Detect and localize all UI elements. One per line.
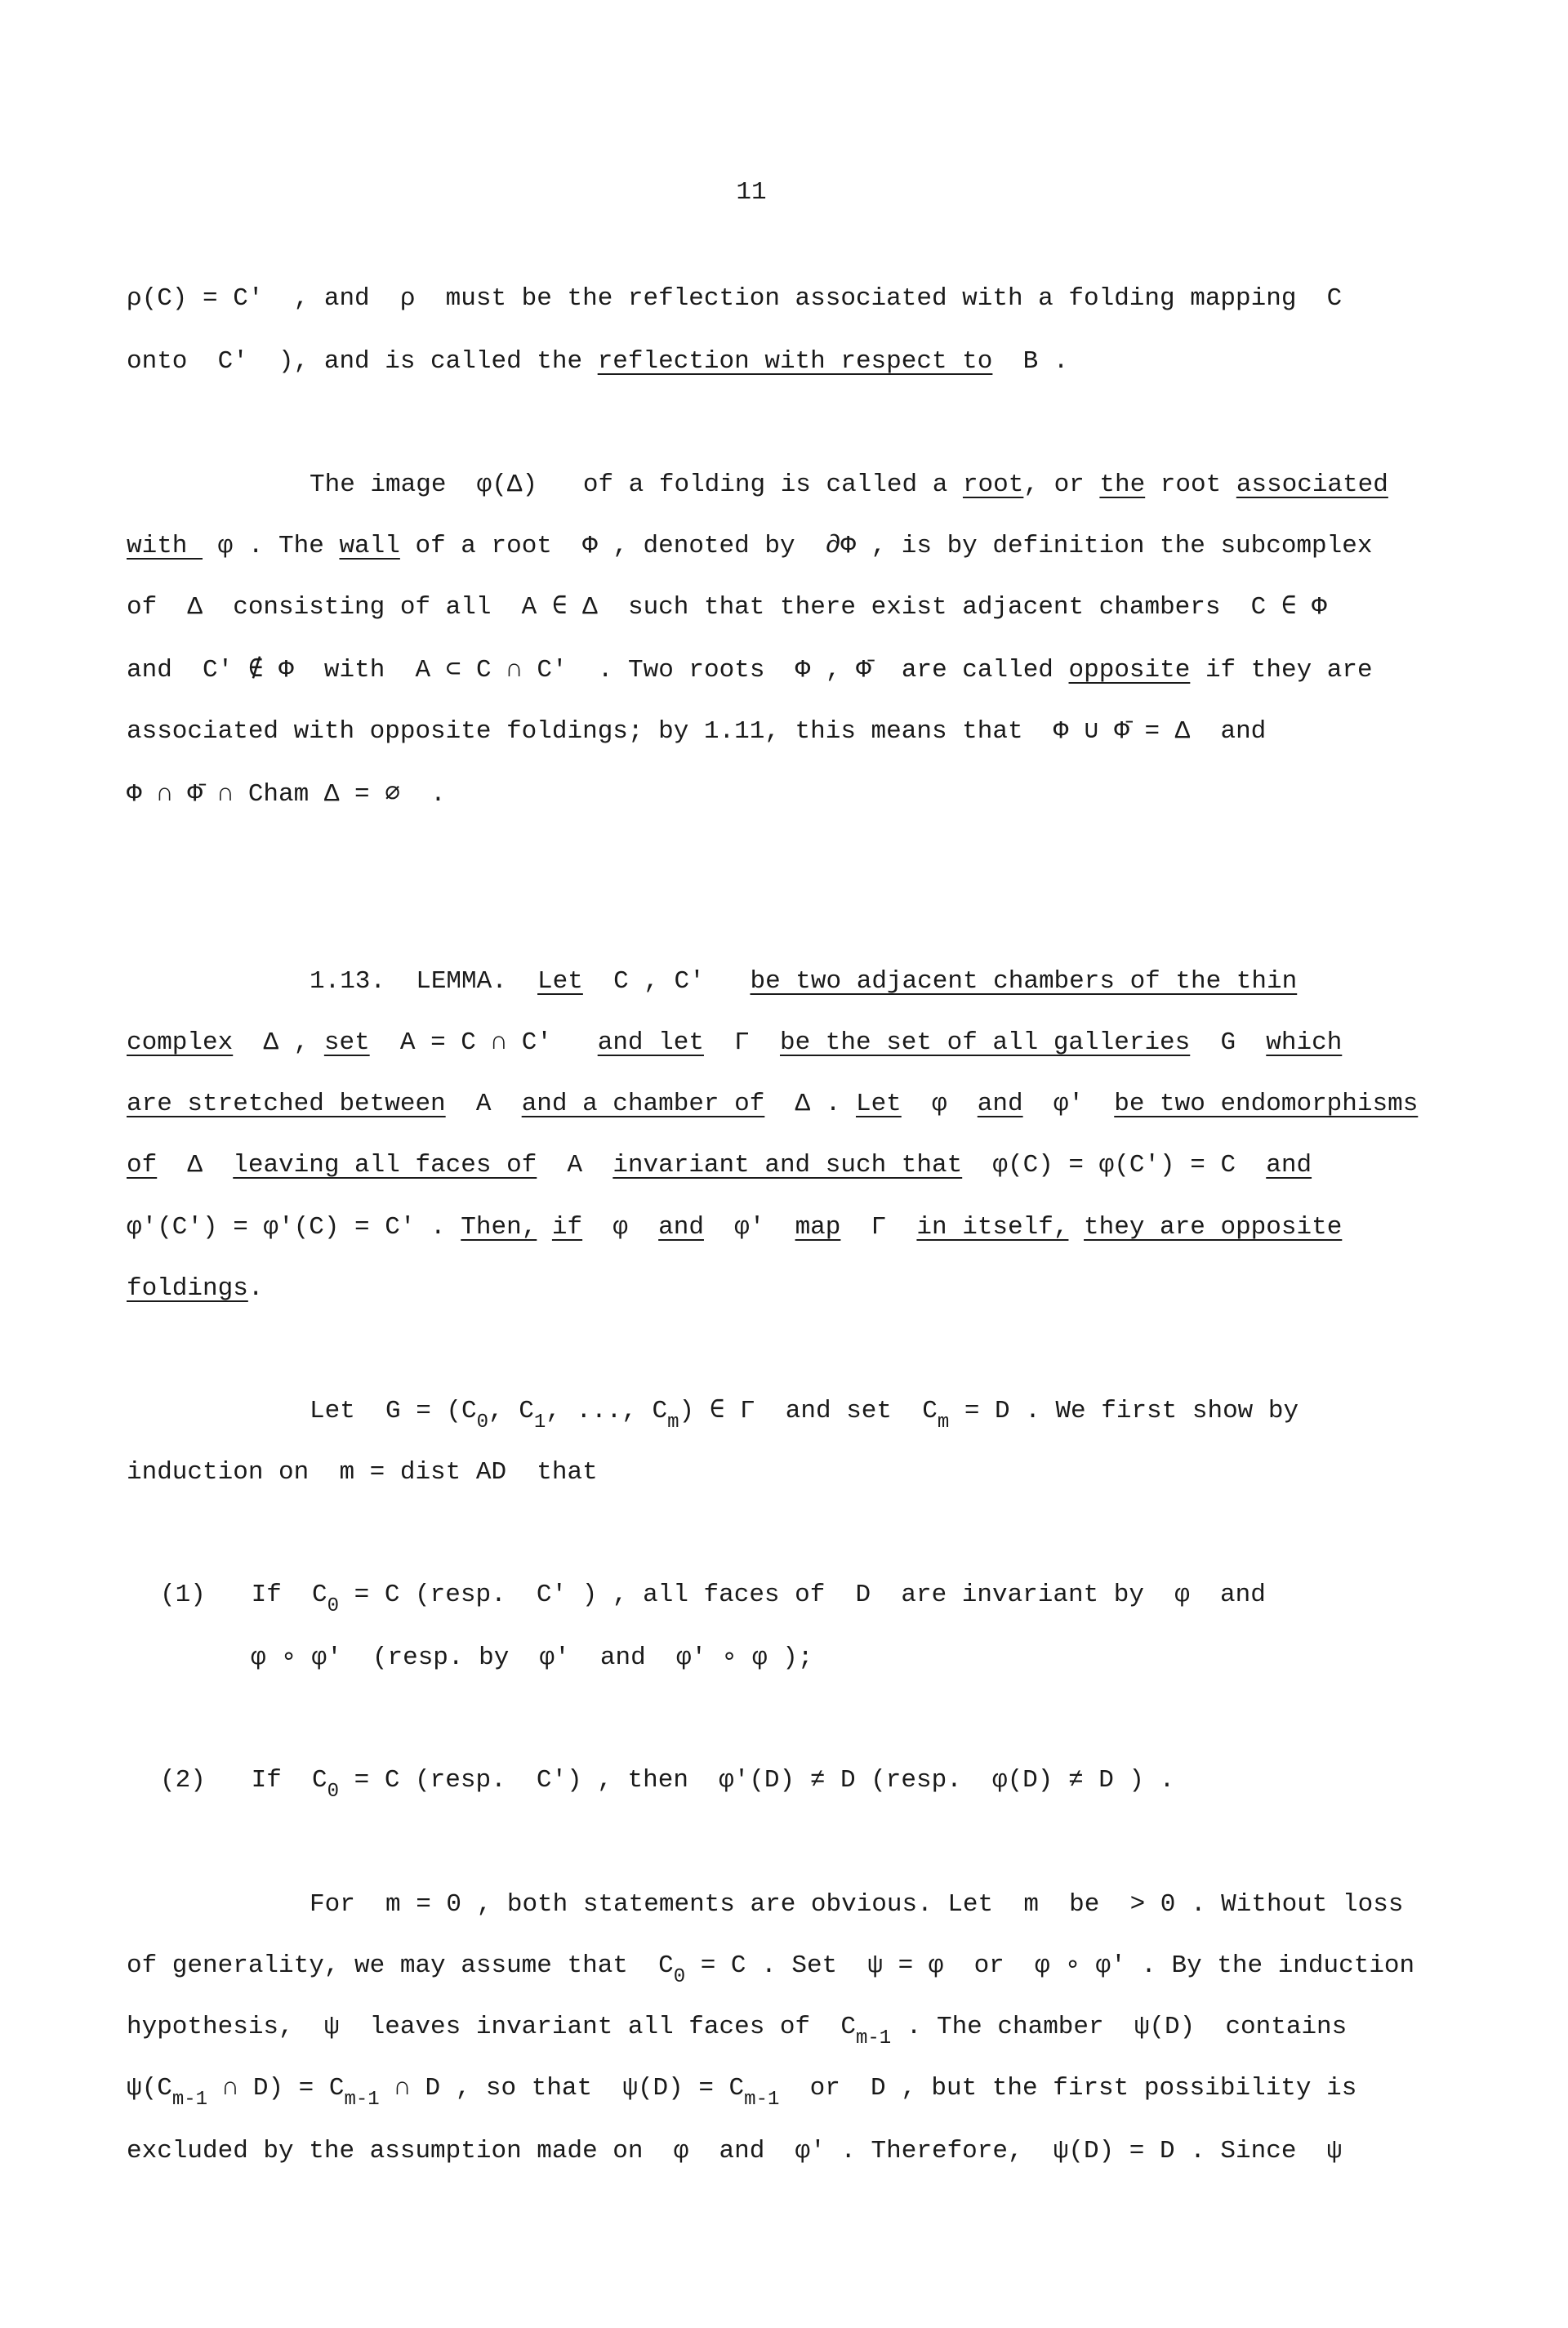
subscript: 0 (327, 1781, 340, 1803)
text-line (127, 283, 1342, 315)
text-segment: A (537, 1151, 613, 1180)
underlined-text: root (962, 471, 1024, 499)
text-line (127, 1211, 1342, 1244)
text-segment: Δ . (764, 1090, 856, 1118)
text-segment: 1.13. LEMMA. (310, 967, 538, 996)
subscript: m-1 (744, 2089, 780, 2111)
text-line (127, 2135, 1342, 2168)
underlined-text: if (551, 1213, 583, 1242)
underlined-text: reflection with respect to (597, 347, 993, 376)
text-segment: The image φ(Δ) of a folding is called a (310, 471, 963, 499)
text-segment: φ (901, 1090, 978, 1118)
subscript: 0 (327, 1595, 340, 1617)
underlined-text: leaving all faces of (233, 1151, 537, 1180)
text-line (127, 1273, 263, 1305)
underlined-text: and (1266, 1151, 1312, 1180)
underlined-text: and a chamber of (521, 1090, 765, 1118)
underlined-text: set (323, 1028, 370, 1057)
underlined-text: opposite (1068, 656, 1191, 685)
text-segment: φ (582, 1213, 659, 1242)
text-line (127, 2072, 1357, 2111)
text-line (127, 1149, 1312, 1182)
underlined-text: and let (597, 1028, 704, 1057)
text-line (127, 530, 1372, 563)
text-segment: B . (992, 347, 1069, 376)
text-segment: ∩ D) = C (207, 2074, 345, 2103)
underlined-text: they are opposite (1084, 1213, 1343, 1242)
subscript: m (937, 1412, 950, 1434)
underlined-text: the (1099, 471, 1146, 499)
text-line (127, 1456, 598, 1489)
text-line (310, 469, 1388, 502)
text-segment: Φ ∩ Φ̄ ∩ Cham Δ = ∅ . (127, 780, 446, 809)
subscript: 0 (476, 1412, 489, 1434)
underlined-text: invariant and such that (612, 1151, 963, 1180)
text-line (127, 1027, 1342, 1059)
text-segment: onto C' ), and is called the (127, 347, 598, 376)
underlined-text: complex (127, 1028, 234, 1057)
text-line (160, 1579, 1266, 1617)
text-segment: of generality, we may assume that C (127, 1951, 674, 1980)
text-line (127, 346, 1068, 378)
underlined-text: be the set of all galleries (779, 1028, 1191, 1057)
underlined-text: associated (1236, 471, 1388, 499)
subscript: m (667, 1412, 679, 1434)
underlined-text: in itself, (916, 1213, 1069, 1242)
text-segment: φ'(C') = φ'(C) = C' . (127, 1213, 461, 1242)
text-segment: ∩ D , so that ψ(D) = C (379, 2074, 745, 2103)
text-segment: = C (resp. C' ) , all faces of D are invariant by φ and (339, 1581, 1266, 1609)
text-segment: , ..., C (546, 1397, 668, 1425)
text-line (127, 1950, 1415, 1988)
page-number: 11 (736, 178, 767, 207)
text-segment: Let G = (C (310, 1397, 477, 1425)
text-line (127, 591, 1327, 624)
text-segment: of Δ consisting of all A ∈ Δ such that there exist adjacent chambers C ∈ Φ (127, 593, 1327, 622)
text-segment: = D . We first show by (949, 1397, 1299, 1425)
text-segment: ρ(C) = C' , and ρ must be the reflection associated with a folding mapping C (127, 284, 1343, 313)
text-segment: hypothesis, ψ leaves invariant all faces of C (127, 2013, 856, 2041)
text-segment: if they are (1190, 656, 1373, 685)
text-line (310, 966, 1297, 998)
subscript: m-1 (855, 2027, 892, 2049)
text-segment: C , C' (582, 967, 751, 996)
text-segment: φ ∘ φ' (resp. by φ' and φ' ∘ φ ); (251, 1643, 813, 1672)
text-line (160, 1764, 1175, 1803)
text-segment: . The chamber ψ(D) contains (891, 2013, 1348, 2041)
text-segment: φ' (1022, 1090, 1115, 1118)
text-segment: For m = 0 , both statements are obvious. Let m be > 0 . Without loss (310, 1890, 1404, 1919)
subscript: 0 (673, 1966, 686, 1988)
text-segment: Δ , (233, 1028, 324, 1057)
text-segment: Δ (157, 1151, 234, 1180)
text-segment: ) ∈ Γ and set C (679, 1397, 938, 1425)
underlined-text: are stretched between (127, 1090, 446, 1118)
text-line (127, 716, 1266, 748)
text-segment: A = C ∩ C' (369, 1028, 598, 1057)
text-line (310, 1395, 1299, 1434)
underlined-text: wall (339, 532, 400, 560)
text-segment (1068, 1213, 1084, 1242)
text-segment: φ . The (203, 532, 340, 560)
text-segment: excluded by the assumption made on φ and φ' . Therefore, ψ(D) = D . Since ψ (127, 2137, 1343, 2165)
underlined-text: map (795, 1213, 841, 1242)
text-segment: = C . Set ψ = φ or φ ∘ φ' . By the induction (685, 1951, 1415, 1980)
text-segment: of a root Φ , denoted by ∂Φ , is by definition the subcomplex (399, 532, 1373, 560)
text-segment: (2) If C (160, 1766, 327, 1795)
underlined-text: foldings (127, 1274, 248, 1303)
text-line (127, 1088, 1418, 1121)
underlined-text: be two endomorphisms (1114, 1090, 1419, 1118)
text-segment: G (1190, 1028, 1267, 1057)
text-segment: Γ (703, 1028, 780, 1057)
text-segment: and C' ∉ Φ with A ⊂ C ∩ C' . Two roots Φ , Φ̄ are called (127, 656, 1069, 685)
underlined-text: Let (855, 1090, 902, 1118)
underlined-text: and (977, 1090, 1023, 1118)
text-line (127, 2011, 1348, 2049)
text-segment (537, 1213, 552, 1242)
underlined-text: Let (537, 967, 583, 996)
text-segment: ψ(C (127, 2074, 172, 2103)
underlined-text: be two adjacent chambers of the thin (750, 967, 1298, 996)
text-line (127, 654, 1373, 687)
text-line (127, 778, 446, 811)
subscript: m-1 (172, 2089, 208, 2111)
text-segment: or D , but the first possibility is (779, 2074, 1357, 2103)
text-segment: root (1145, 471, 1236, 499)
subscript: 1 (533, 1412, 546, 1434)
text-line (251, 1642, 813, 1675)
text-segment: , C (488, 1397, 534, 1425)
text-segment: (1) If C (160, 1581, 327, 1609)
subscript: m-1 (344, 2089, 380, 2111)
text-segment: associated with opposite foldings; by 1.11, this means that Φ ∪ Φ̄ = Δ and (127, 717, 1267, 746)
text-segment: = C (resp. C') , then φ'(D) ≠ D (resp. φ(D) ≠ D ) . (339, 1766, 1175, 1795)
underlined-text: Then, (461, 1213, 537, 1242)
text-segment: Γ (840, 1213, 917, 1242)
underlined-text: and (658, 1213, 704, 1242)
text-segment: . (247, 1274, 264, 1303)
underlined-text: which (1266, 1028, 1343, 1057)
text-segment: φ' (703, 1213, 795, 1242)
text-segment: , or (1023, 471, 1100, 499)
text-segment: induction on m = dist AD that (127, 1458, 598, 1487)
underlined-text: of (127, 1151, 158, 1180)
text-segment: φ(C) = φ(C') = C (962, 1151, 1267, 1180)
underlined-text: with (127, 532, 203, 560)
text-segment: A (445, 1090, 522, 1118)
text-line (310, 1889, 1403, 1921)
